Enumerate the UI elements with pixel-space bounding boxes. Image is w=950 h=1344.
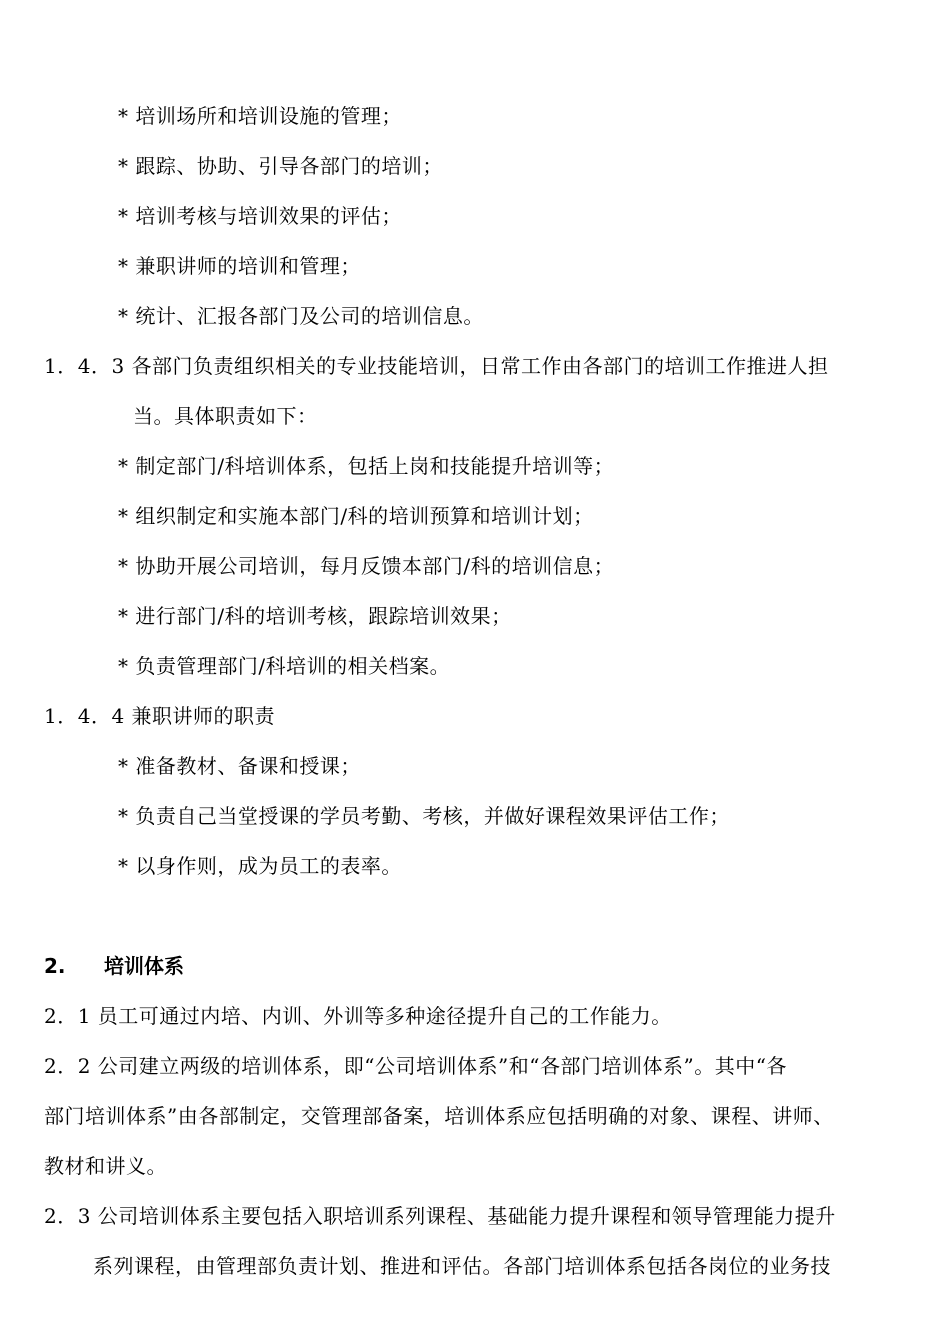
bullet-lecturer-training: * 兼职讲师的培训和管理； xyxy=(118,254,361,278)
para-2-2-line2: 部门培训体系”由各部制定，交管理部备案，培训体系应包括明确的对象、课程、讲师、 xyxy=(44,1104,834,1128)
bullet-attendance: * 负责自己当堂授课的学员考勤、考核，并做好课程效果评估工作； xyxy=(118,804,730,828)
section-2-heading xyxy=(44,953,184,979)
bullet-assessment: * 培训考核与培训效果的评估； xyxy=(118,204,402,228)
section-2-number: 2. xyxy=(44,954,66,978)
bullet-track-departments: * 跟踪、协助、引导各部门的培训； xyxy=(118,154,443,178)
section-2-title: 培训体系 xyxy=(104,954,184,978)
item-1-4-3-line1: 1．4．3 各部门负责组织相关的专业技能培训，日常工作由各部门的培训工作推进人担 xyxy=(44,354,829,378)
bullet-prepare-materials: * 准备教材、备课和授课； xyxy=(118,754,361,778)
bullet-role-model: * 以身作则，成为员工的表率。 xyxy=(118,854,402,878)
bullet-training-venue: * 培训场所和培训设施的管理； xyxy=(118,104,402,128)
para-2-3-line1: 2．3 公司培训体系主要包括入职培训系列课程、基础能力提升课程和领导管理能力提升 xyxy=(44,1204,836,1228)
para-2-1: 2．1 员工可通过内培、内训、外训等多种途径提升自己的工作能力。 xyxy=(44,1004,672,1028)
para-2-3-line2: 系列课程，由管理部负责计划、推进和评估。各部门培训体系包括各岗位的业务技 xyxy=(93,1254,831,1278)
item-1-4-4: 1．4．4 兼职讲师的职责 xyxy=(44,704,276,728)
bullet-dept-archives: * 负责管理部门/科培训的相关档案。 xyxy=(118,654,451,678)
bullet-statistics: * 统计、汇报各部门及公司的培训信息。 xyxy=(118,304,484,328)
item-1-4-3-line2: 当。具体职责如下： xyxy=(133,404,318,428)
bullet-dept-assessment: * 进行部门/科的培训考核，跟踪培训效果； xyxy=(118,604,512,628)
bullet-dept-budget: * 组织制定和实施本部门/科的培训预算和培训计划； xyxy=(118,504,594,528)
bullet-dept-system: * 制定部门/科培训体系，包括上岗和技能提升培训等； xyxy=(118,454,615,478)
para-2-2-line1: 2．2 公司建立两级的培训体系，即“公司培训体系”和“各部门培训体系”。其中“各 xyxy=(44,1054,787,1078)
para-2-2-line3: 教材和讲义。 xyxy=(44,1154,167,1178)
bullet-assist-company: * 协助开展公司培训，每月反馈本部门/科的培训信息； xyxy=(118,554,615,578)
